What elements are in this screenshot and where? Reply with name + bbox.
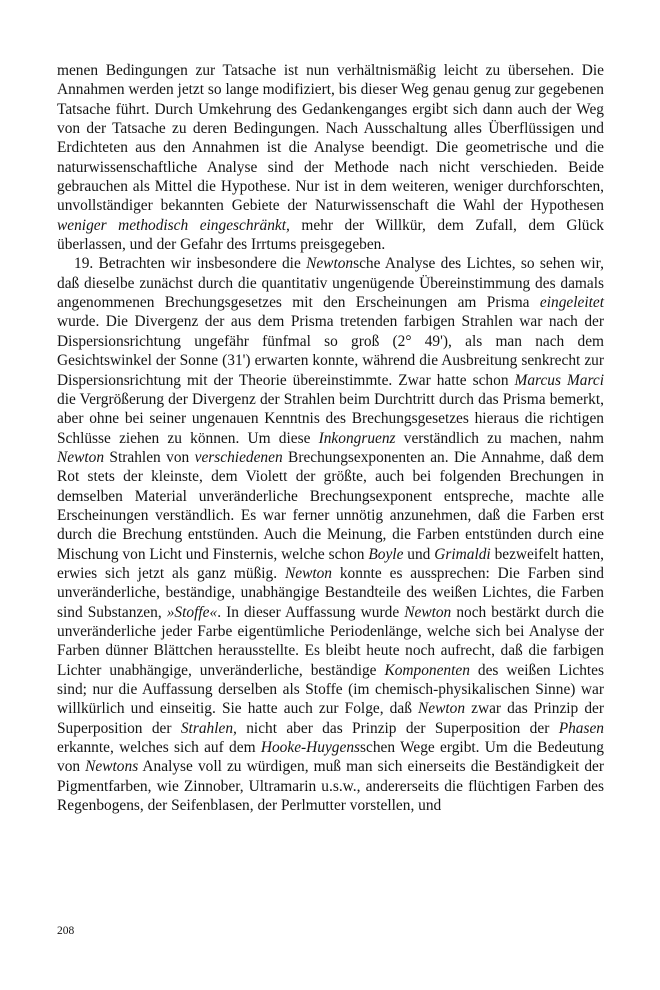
text-run: verständlich zu machen, nahm	[395, 429, 604, 447]
text-run: wurde. Die Divergenz der aus dem Prisma tretenden farbigen Strahlen war nach der Dispersionsrichtung ungefähr fünfmal so groß (2° 49'), als man nach dem Gesichtswinkel der Sonne (31') erwarten konnte, während die Ausbreitung senkrecht zur Dispersionsrichtung mit der Theorie übereinstimmte. Zwar hatte schon	[57, 313, 604, 389]
italic-run: Boyle	[368, 545, 404, 563]
paragraph	[57, 61, 604, 254]
page-number: 208	[57, 925, 75, 937]
text-run: zwar das Prinzip der Superposition der	[57, 700, 605, 737]
italic-run: Newton	[306, 255, 354, 273]
italic-run: Newton	[404, 603, 452, 621]
text-run: die Vergrößerung der Divergenz der Strahlen beim Durchtritt durch das Prisma bemerkt, aber ohne bei seiner ungenauen Kenntnis des Brechungsgesetzes hieraus die richtigen Schlüsse ziehen zu können. Um diese	[57, 390, 604, 447]
italic-run: Komponenten	[384, 661, 470, 679]
text-run: schen Wege ergibt. Um die Bedeutung von	[57, 739, 604, 776]
italic-run: Newton	[284, 564, 332, 582]
text-run: erkannte, welches sich auf dem	[57, 739, 261, 757]
text-run: sche Analyse des Lichtes, so sehen wir, daß dieselbe zunächst durch die quantitativ ungenügende Übereinstimmung des damals angenommenen Brechungsgesetzes mit den Erscheinungen am Prisma	[57, 255, 604, 312]
italic-run: Newtons	[85, 758, 139, 776]
text-run: . In dieser Auffassung wurde	[217, 603, 405, 621]
paragraph	[57, 254, 604, 815]
italic-run: eingeleitet	[539, 294, 604, 312]
text-run: Brechungsexponenten an. Die Annahme, daß dem Rot stets der kleinste, dem Violett der größte, auch bei folgenden Brechungen in demselben Material unveränderliche Brechungsexponent entspreche, machte alle Erscheinungen verständlich. Es war ferner unnötig anzunehmen, daß die Farben erst durch die Brechung entstünden. Auch die Meinung, die Farben entstünden durch eine Mischung von Licht und Finsternis, welche schon	[57, 448, 604, 563]
text-block	[57, 61, 604, 815]
italic-run: verschiedenen	[194, 448, 283, 466]
italic-run: Inkongruenz	[318, 429, 396, 447]
text-run: konnte es aussprechen: Die Farben sind unveränderliche, beständige, unabhängige Bestandteile des weißen Lichtes, die Farben sind Substanzen,	[57, 564, 604, 621]
italic-run: Marcus Marci	[514, 371, 604, 389]
text-run: 19. Betrachten wir insbesondere die	[74, 255, 307, 273]
text-run: nicht aber das Prinzip der Superposition der	[236, 719, 559, 737]
text-run: des weißen Lichtes sind; nur die Auffassung derselben als Stoffe (im chemisch-physikalischen Sinne) war willkürlich und einseitig. Sie hatte auch zur Folge, daß	[57, 661, 604, 718]
italic-run: Newton	[418, 700, 466, 718]
text-run: und	[403, 545, 435, 563]
italic-run: »Stoffe«	[166, 603, 218, 621]
text-run: bezweifelt hatten, erwies sich jetzt als ganz müßig.	[57, 545, 604, 582]
text-run: noch bestärkt durch die unveränderliche jeder Farbe eigentümliche Periodenlänge, welche sich bei Analyse der Farben dünner Blättchen herausstellte. Es bleibt heute noch aufrecht, daß die farbigen Lichter unabhängige, unveränderliche, beständige	[57, 603, 604, 679]
italic-run: weniger methodisch eingeschränkt,	[57, 216, 290, 234]
italic-run: Hooke-Huygens	[260, 739, 361, 757]
italic-run: Newton	[57, 448, 105, 466]
text-run: menen Bedingungen zur Tatsache ist nun verhältnismäßig leicht zu übersehen. Die Annahmen werden jetzt so lange modifiziert, bis dieser Weg genau genug zur gegebenen Tatsache führt. Durch Umkehrung des Gedankenganges ergibt sich dann auch der Weg von der Tatsache zu deren Bedingungen. Nach Ausschaltung alles Überflüssigen und Erdichteten aus den Annahmen ist die Analyse beendigt. Die geometrische und die naturwissenschaftliche Analyse sind der Methode nach nicht verschieden. Beide gebrauchen als Mittel die Hypothese. Nur ist in dem weiteren, weniger durchforschten, unvollständiger bekannten Gebiete der Naturwissenschaft die Wahl der Hypothesen	[57, 62, 604, 215]
italic-run: Phasen	[558, 719, 604, 737]
italic-run: Grimaldi	[434, 545, 491, 563]
italic-run: Strahlen,	[180, 719, 237, 737]
text-run: Strahlen von	[104, 448, 195, 466]
text-run: Analyse voll zu würdigen, muß man sich einerseits die Beständigkeit der Pigmentfarben, wie Zinnober, Ultramarin u.s.w., andererseits die flüchtigen Farben des Regenbogens, der Seifenblasen, der Perlmutter vorstellen, und	[57, 758, 604, 815]
text-run: mehr der Willkür, dem Zufall, dem Glück überlassen, und der Gefahr des Irrtums preisgegeben.	[57, 216, 604, 254]
